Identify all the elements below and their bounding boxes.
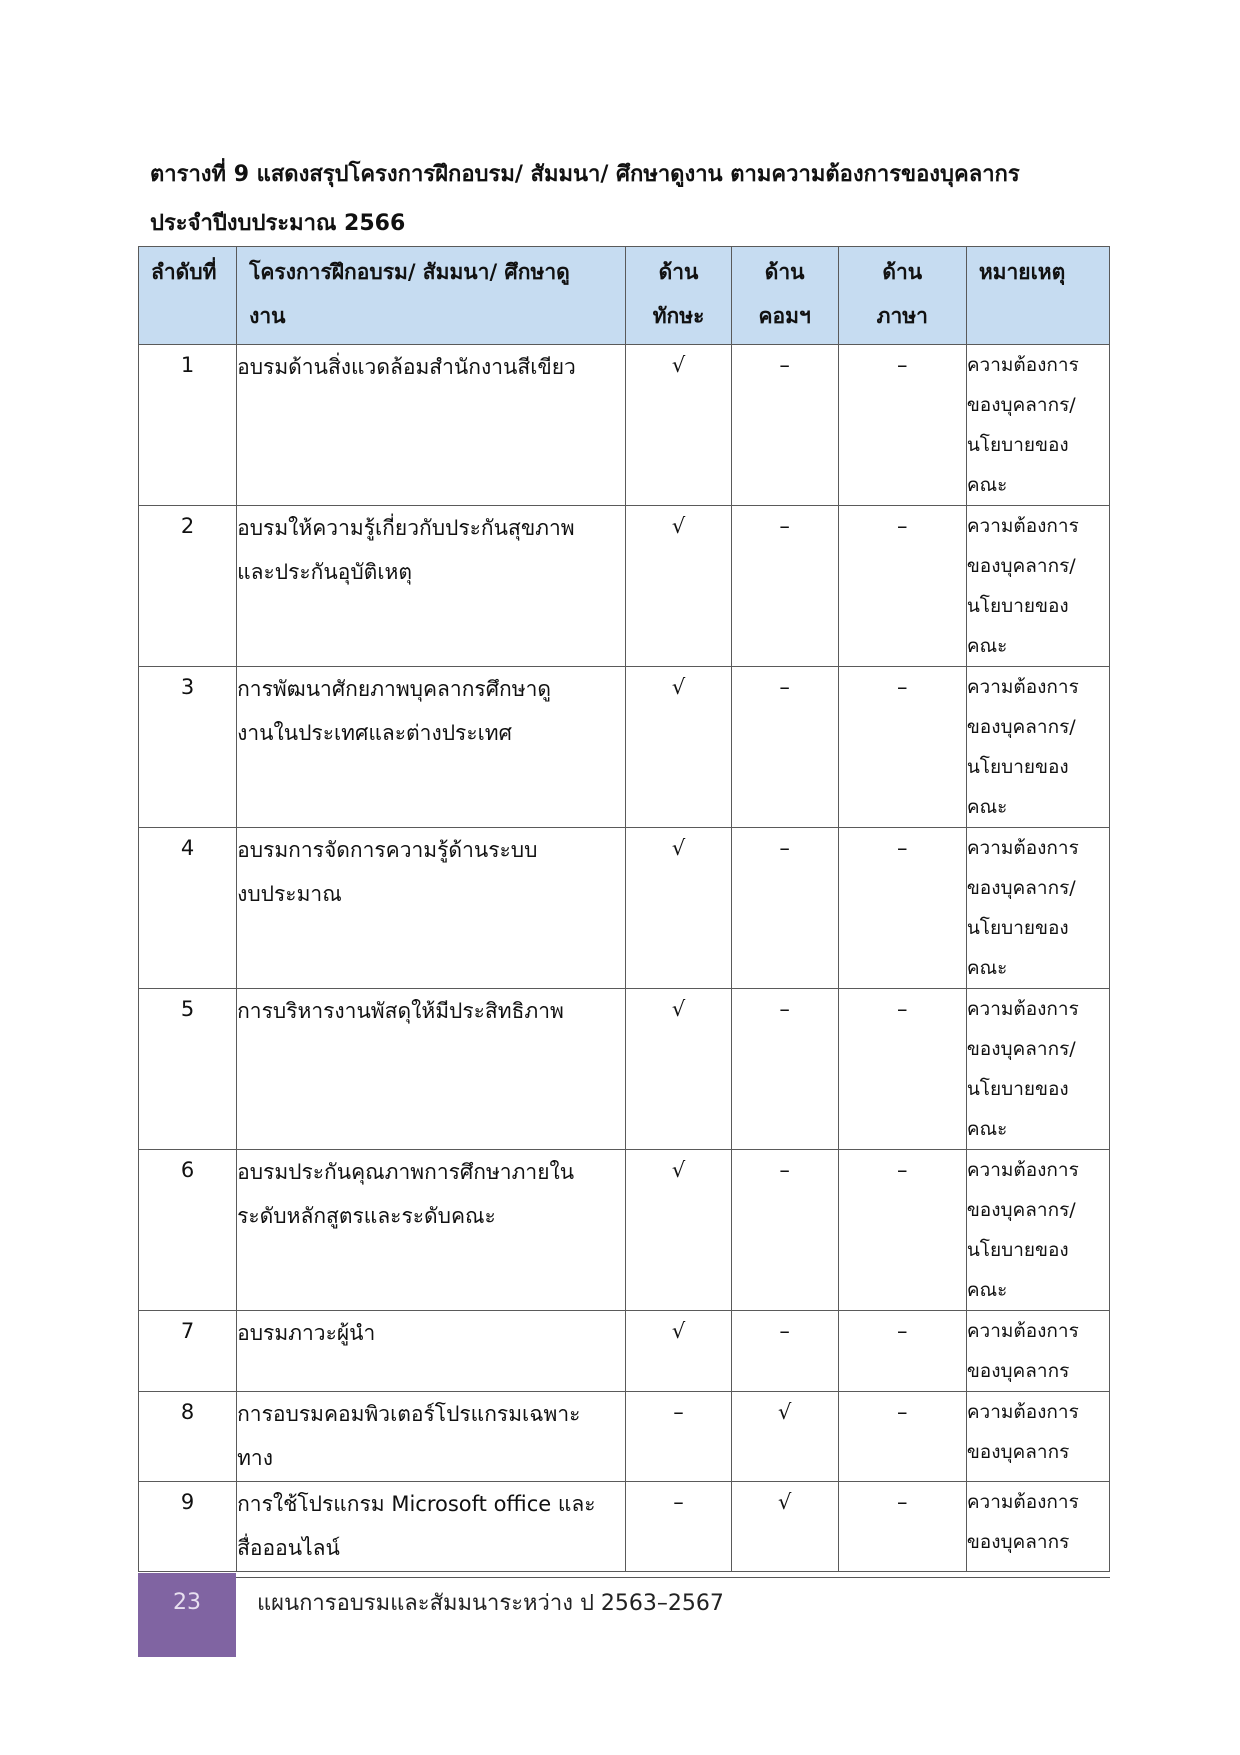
- table-row: [139, 1150, 1110, 1311]
- row-language-mark: –: [838, 1392, 966, 1482]
- table-row: [139, 1482, 1110, 1572]
- page-number: 23: [173, 1590, 201, 1615]
- row-skill-mark: √: [626, 506, 731, 667]
- row-computer-mark: –: [731, 667, 838, 828]
- row-computer-mark: –: [731, 1311, 838, 1392]
- footer-title: แผนการอบรมและสัมมนาระหว่าง ป 2563–2567: [257, 1591, 724, 1616]
- row-language-mark: –: [838, 506, 966, 667]
- table-row: [139, 667, 1110, 828]
- row-number: 6: [139, 1150, 237, 1311]
- row-language-mark: –: [838, 345, 966, 506]
- row-language-mark: –: [838, 667, 966, 828]
- row-skill-mark: –: [626, 1482, 731, 1572]
- row-remark: ความต้องการ ของบุคลากร/ นโยบายของ คณะ: [966, 989, 1109, 1150]
- row-remark: ความต้องการ ของบุคลากร: [966, 1482, 1109, 1572]
- training-summary-table: [138, 246, 1110, 1572]
- header-language: ด้าน ภาษา: [838, 247, 966, 345]
- row-project: อบรมให้ความรู้เกี่ยวกับประกันสุขภาพ และประกันอุบัติเหตุ: [237, 506, 626, 667]
- table-row: [139, 1392, 1110, 1482]
- row-computer-mark: –: [731, 345, 838, 506]
- row-remark: ความต้องการ ของบุคลากร: [966, 1311, 1109, 1392]
- row-number: 5: [139, 989, 237, 1150]
- row-computer-mark: –: [731, 1150, 838, 1311]
- row-skill-mark: √: [626, 1311, 731, 1392]
- header-skill: ด้าน ทักษะ: [626, 247, 731, 345]
- page-number-box: [138, 1573, 236, 1657]
- table-row: [139, 506, 1110, 667]
- table-row: [139, 1311, 1110, 1392]
- caption-line-1: ตารางที่ 9 แสดงสรุปโครงการฝึกอบรม/ สัมมนา/ ศึกษาดูงาน ตามความต้องการของบุคลากร: [150, 162, 1020, 187]
- row-computer-mark: –: [731, 506, 838, 667]
- row-number: 8: [139, 1392, 237, 1482]
- row-skill-mark: √: [626, 1150, 731, 1311]
- row-project: อบรมภาวะผู้นำ: [237, 1311, 626, 1392]
- row-computer-mark: √: [731, 1482, 838, 1572]
- row-remark: ความต้องการ ของบุคลากร/ นโยบายของ คณะ: [966, 506, 1109, 667]
- row-language-mark: –: [838, 828, 966, 989]
- row-skill-mark: √: [626, 828, 731, 989]
- row-number: 4: [139, 828, 237, 989]
- row-language-mark: –: [838, 989, 966, 1150]
- row-project: การอบรมคอมพิวเตอร์โปรแกรมเฉพาะ ทาง: [237, 1392, 626, 1482]
- row-remark: ความต้องการ ของบุคลากร/ นโยบายของ คณะ: [966, 345, 1109, 506]
- header-computer: ด้าน คอมฯ: [731, 247, 838, 345]
- row-computer-mark: –: [731, 989, 838, 1150]
- row-number: 7: [139, 1311, 237, 1392]
- table-row: [139, 345, 1110, 506]
- row-remark: ความต้องการ ของบุคลากร/ นโยบายของ คณะ: [966, 828, 1109, 989]
- row-remark: ความต้องการ ของบุคลากร/ นโยบายของ คณะ: [966, 667, 1109, 828]
- row-number: 9: [139, 1482, 237, 1572]
- header-no: ลำดับที่: [139, 247, 237, 345]
- row-skill-mark: √: [626, 667, 731, 828]
- row-skill-mark: –: [626, 1392, 731, 1482]
- table-row: [139, 989, 1110, 1150]
- row-computer-mark: √: [731, 1392, 838, 1482]
- header-project: โครงการฝึกอบรม/ สัมมนา/ ศึกษาดู งาน: [237, 247, 626, 345]
- row-language-mark: –: [838, 1311, 966, 1392]
- footer-divider: [138, 1577, 1110, 1578]
- row-project: อบรมการจัดการความรู้ด้านระบบ งบประมาณ: [237, 828, 626, 989]
- table-header-row: [139, 247, 1110, 345]
- row-project: การพัฒนาศักยภาพบุคลากรศึกษาดู งานในประเทศและต่างประเทศ: [237, 667, 626, 828]
- row-remark: ความต้องการ ของบุคลากร: [966, 1392, 1109, 1482]
- caption-line-2: ประจำปีงบประมาณ 2566: [150, 211, 406, 236]
- row-remark: ความต้องการ ของบุคลากร/ นโยบายของ คณะ: [966, 1150, 1109, 1311]
- row-number: 2: [139, 506, 237, 667]
- row-number: 3: [139, 667, 237, 828]
- row-language-mark: –: [838, 1150, 966, 1311]
- table-caption: [150, 150, 1100, 248]
- row-project: อบรมประกันคุณภาพการศึกษาภายใน ระดับหลักสูตรและระดับคณะ: [237, 1150, 626, 1311]
- row-number: 1: [139, 345, 237, 506]
- row-computer-mark: –: [731, 828, 838, 989]
- header-remark: หมายเหตุ: [966, 247, 1109, 345]
- row-language-mark: –: [838, 1482, 966, 1572]
- row-skill-mark: √: [626, 345, 731, 506]
- row-project: การใช้โปรแกรม Microsoft office และ สื่อออนไลน์: [237, 1482, 626, 1572]
- row-skill-mark: √: [626, 989, 731, 1150]
- row-project: การบริหารงานพัสดุให้มีประสิทธิภาพ: [237, 989, 626, 1150]
- row-project: อบรมด้านสิ่งแวดล้อมสำนักงานสีเขียว: [237, 345, 626, 506]
- table-row: [139, 828, 1110, 989]
